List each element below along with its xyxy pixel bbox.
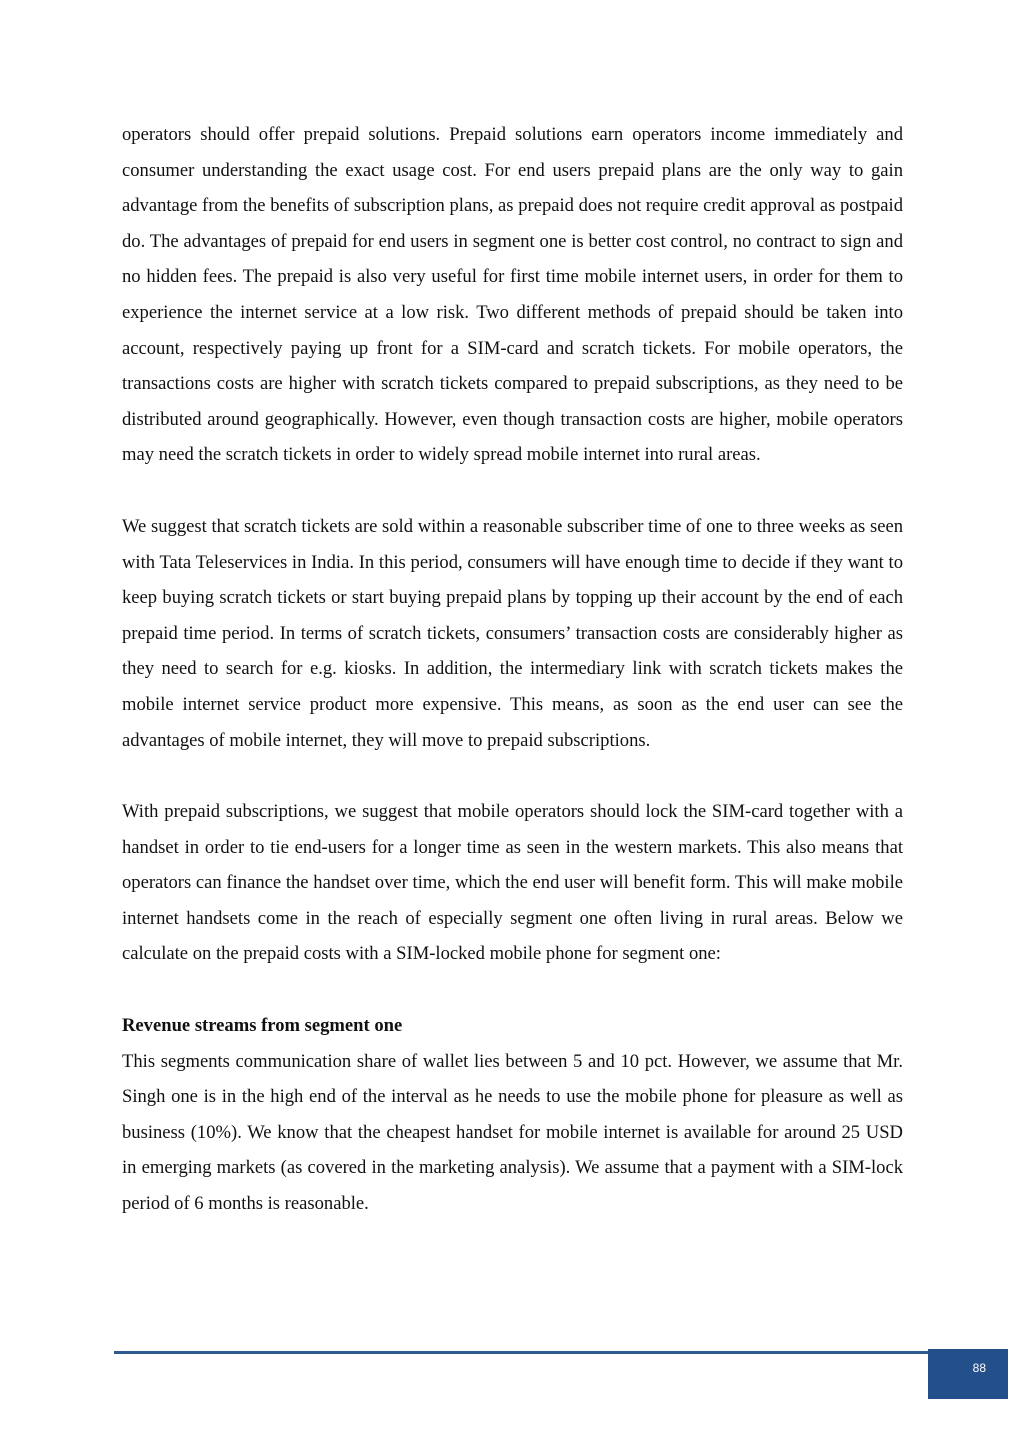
section-heading: Revenue streams from segment one bbox=[122, 1015, 403, 1037]
paragraph-revenue-streams: This segments communication share of wallet lies between 5 and 10 pct. However, we assume that Mr. Singh one is in the high end of the interval as he needs to use the mobile phone for pleasure as well as business (10%). We know that the cheapest handset for mobile internet is available for around 25 USD in emerging markets (as covered in the marketing analysis). We assume that a payment with a SIM-lock period of 6 months is reasonable. bbox=[122, 1050, 903, 1215]
page-number-box bbox=[928, 1349, 1008, 1399]
paragraph-spacer bbox=[122, 758, 903, 794]
page-body bbox=[122, 117, 903, 1222]
footer-rule bbox=[114, 1351, 928, 1354]
paragraph-sim-lock: With prepaid subscriptions, we suggest that mobile operators should lock the SIM-card together with a handset in order to tie end-users for a longer time as seen in the western markets. This also means that operators can finance the handset over time, which the end user will benefit form. This will make mobile internet handsets come in the reach of especially segment one often living in rural areas. Below we calculate on the prepaid costs with a SIM-locked mobile phone for segment one: bbox=[122, 801, 903, 965]
page-number: 88 bbox=[972, 1361, 986, 1375]
paragraph-prepaid-solutions: operators should offer prepaid solutions. Prepaid solutions earn operators income immediately and consumer understanding the exact usage cost. For end users prepaid plans are the only way to gain advantage from the benefits of subscription plans, as prepaid does not require credit approval as postpaid do. The advantages of prepaid for end users in segment one is better cost control, no contract to sign and no hidden fees. The prepaid is also very useful for first time mobile internet users, in order for them to experience the internet service at a low risk. Two different methods of prepaid should be taken into account, respectively paying up front for a SIM-card and scratch tickets. For mobile operators, the transactions costs are higher with scratch tickets compared to prepaid subscriptions, as they need to be distributed around geographically. However, even though transaction costs are higher, mobile operators may need the scratch tickets in order to widely spread mobile internet into rural areas. bbox=[122, 124, 903, 466]
paragraph-spacer bbox=[122, 473, 903, 509]
paragraph-spacer bbox=[122, 972, 903, 1008]
paragraph-scratch-tickets: We suggest that scratch tickets are sold within a reasonable subscriber time of one to three weeks as seen with Tata Teleservices in India. In this period, consumers will have enough time to decide if they want to keep buying scratch tickets or start buying prepaid plans by topping up their account by the end of each prepaid time period. In terms of scratch tickets, consumers’ transaction costs are considerably higher as they need to search for e.g. kiosks. In addition, the intermediary link with scratch tickets makes the mobile internet service product more expensive. This means, as soon as the end user can see the advantages of mobile internet, they will move to prepaid subscriptions. bbox=[122, 515, 903, 751]
